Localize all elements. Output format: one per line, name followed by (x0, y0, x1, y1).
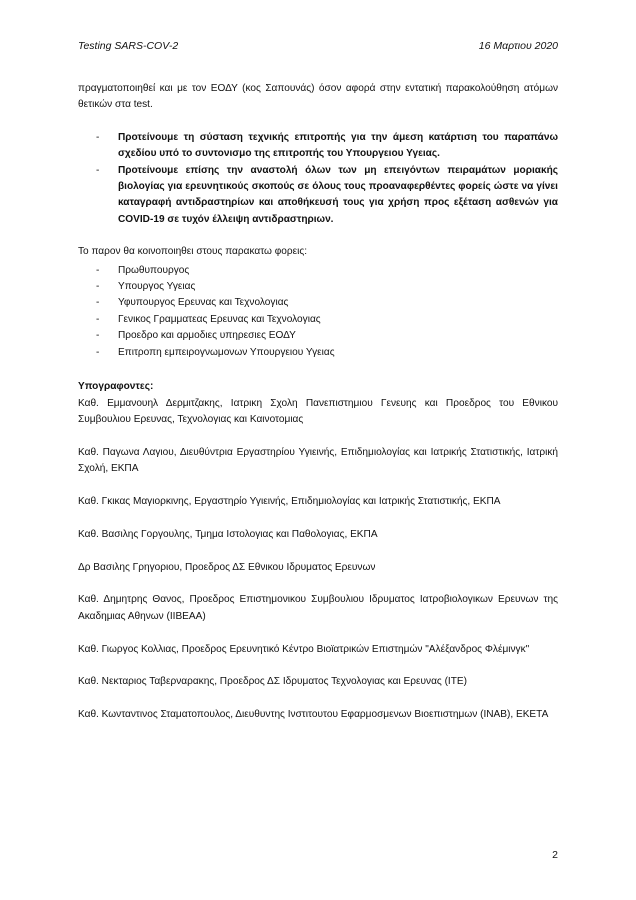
list-dash: - (96, 164, 100, 176)
signatory-entry: Καθ. Παγωνα Λαγιου, Διευθύντρια Εργαστηρίου Υγιεινής, Επιδημιολογίας και Ιατρικής Στατιστικής, Ιατρική Σχολή, ΕΚΠΑ (78, 446, 558, 475)
recipient-item (78, 279, 558, 295)
recipients-list (78, 263, 558, 361)
header-title: Testing SARS-COV-2 (78, 40, 179, 52)
list-dash: - (96, 346, 100, 358)
header-date: 16 Μαρτιου 2020 (478, 40, 558, 52)
list-dash: - (96, 313, 100, 325)
signatory-entry: Καθ. Γιωργος Κολλιας, Προεδρος Ερευνητικό Κέντρο Βιοϊατρικών Επιστημών "Αλέξανδρος Φλέμινγκ" (78, 643, 530, 655)
list-dash: - (96, 330, 100, 342)
list-dash: - (96, 297, 100, 309)
recipient-text: Γενικος Γραμματεας Ερευνας και Τεχνολογιας (118, 313, 321, 325)
proposals-list (78, 130, 558, 228)
proposal-item (78, 163, 558, 229)
recipient-text: Πρωθυπουργος (118, 264, 190, 276)
list-dash: - (96, 131, 100, 143)
signatory-entry: Καθ. Γκικας Μαγιορκινης, Εργαστηρίο Υγιεινής, Επιδημιολογίας και Ιατρικής Στατιστικής, ΕΚΠΑ (78, 495, 501, 507)
signatories-heading: Υπογραφοντες: (78, 381, 154, 393)
recipient-item (78, 345, 558, 361)
recipient-text: Επιτροπη εμπειρογνωμονων Υπουργειου Υγειας (118, 346, 335, 358)
recipient-item (78, 328, 558, 344)
recipient-text: Προεδρο και αρμοδιες υπηρεσιες ΕΟΔΥ (118, 330, 296, 342)
signatory-entry: Καθ. Βασιλης Γοργουλης, Τμημα Ιστολογιας και Παθολογιας, ΕΚΠΑ (78, 528, 378, 540)
signatory-entry: Καθ. Νεκταριος Ταβερναρακης, Προεδρος ΔΣ Ιδρυματος Τεχνολογιας και Ερευνας (ΙΤΕ) (78, 676, 467, 688)
page-number: 2 (552, 849, 558, 861)
recipients-intro: Το παρον θα κοινοποιηθει στους παρακατω φορεις: (78, 246, 308, 258)
signatory-entry: Καθ. Κωνταντινος Σταματοπουλος, Διευθυντης Ινστιτουτου Εφαρμοσμενων Βιοεπιστημων (INAB), ΕΚΕΤΑ (78, 709, 549, 721)
recipient-text: Υπουργος Υγειας (118, 281, 196, 293)
recipient-item (78, 295, 558, 311)
page-header (78, 40, 558, 56)
signatory-entry: Δρ Βασιλης Γρηγοριου, Προεδρος ΔΣ Εθνικου Ιδρυματος Ερευνων (78, 561, 376, 573)
proposal-text: Προτείνουμε τη σύσταση τεχνικής επιτροπής για την άμεση κατάρτιση του παραπάνω σχεδίου υπό το συντονισμο της επιτροπής του Υπουργειου Υγειας. (118, 131, 558, 160)
recipient-text: Υφυπουργος Ερευνας και Τεχνολογιας (118, 297, 289, 309)
signatory-entry: Καθ. Δημητρης Θανος, Προεδρος Επιστημονικου Συμβουλιου Ιδρυματος Ιατροβιολογικων Ερευνων της Ακαδημιας Αθηνων (ΙΙΒΕΑΑ) (78, 594, 558, 622)
document-body (78, 81, 558, 740)
proposal-item (78, 130, 558, 163)
proposal-text: Προτείνουμε επίσης την αναστολή όλων των μη επειγόντων πειραμάτων μοριακής βιολογίας για ερευνητικούς σκοπούς σε όλους τους προαναφερθέντες φορείς ώστε να γίνει καταγραφή αντιδραστηρίων και αποθήκευσή τους για χρήση προς εξέταση ασθενών για COVID-19 σε τυχόν έλλειψη αντιδραστηριων. (118, 164, 558, 225)
list-dash: - (96, 281, 100, 293)
list-dash: - (96, 264, 100, 276)
recipient-item (78, 312, 558, 328)
recipient-item (78, 263, 558, 279)
opening-paragraph: πραγματοποιηθεί και με τον ΕΟΔΥ (κος Σαπουνάς) όσον αφορά στην εντατική παρακολούθηση ατόμων θετικών στα test. (78, 83, 558, 111)
signatory-entry: Καθ. Εμμανουηλ Δερμιτζακης, Ιατρικη Σχολη Πανεπιστημιου Γενευης και Προεδρος του Εθνικου Συμβουλιου Ερευνας, Τεχνολογιας και Καινοτομιας (78, 397, 558, 425)
